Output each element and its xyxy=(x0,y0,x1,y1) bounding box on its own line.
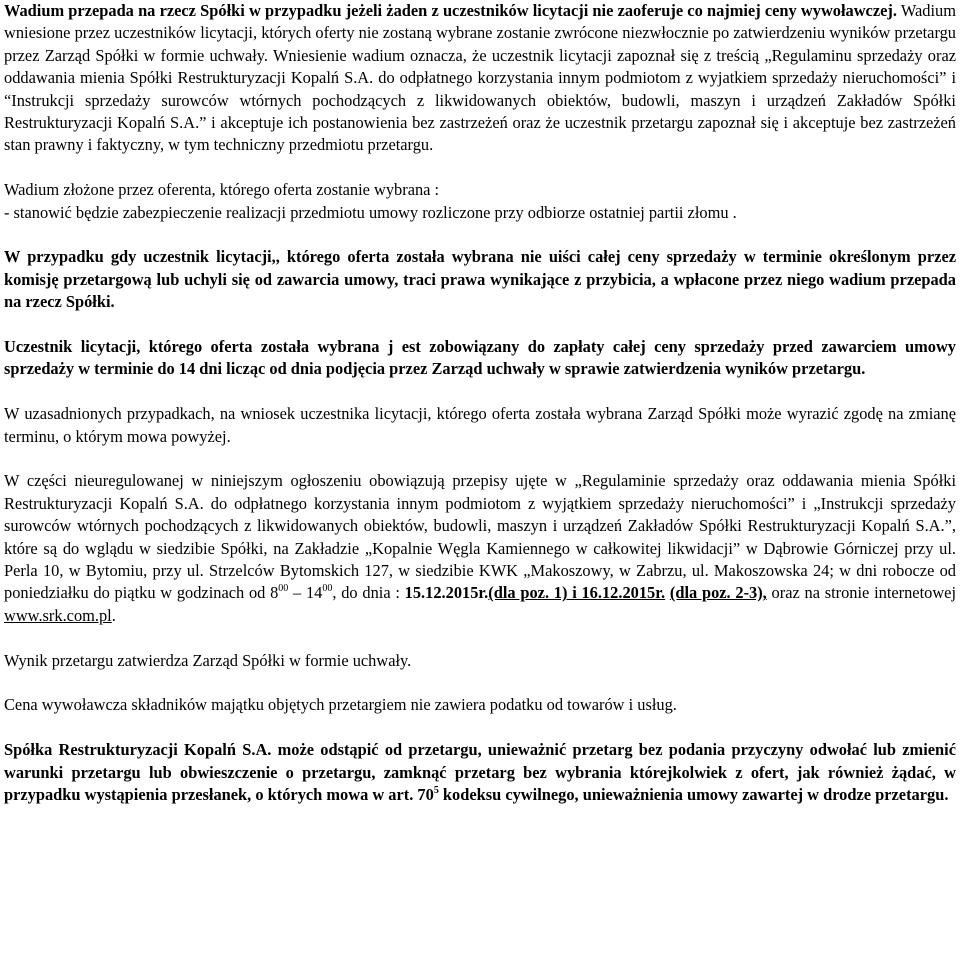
wadium-forfeit-section xyxy=(4,0,956,157)
spacer xyxy=(4,157,956,179)
wadium-return-paragraph: Wadium wniesione przez uczestników licytacji, których oferty nie zostaną wybrane zostanie zwrócone niezwłocznie po zatwierdzeniu wyników przetargu przez Zarząd Spółki w formie uchwały. Wniesienie wadium oznacza, że uczestnik licytacji zapoznał się z treścią „Regulaminu sprzedaży oraz oddawania mienia Spółki Restrukturyzacji Kopalń S.A. do odpłatnego korzystania innym podmiotom z wyjatkiem sprzedaży nieruchomości” i “Instrukcji sprzedaży surowców wtórnych pochodzących z likwidowanych obiektów, budowli, maszyn i urządzeń Zakładów Spółki Restrukturyzacji Kopalń S.A.” i akceptuje ich postanowienia bez zastrzeżeń oraz że uczestnik przetargu zapoznał się i akceptuje bez zastrzeżeń stan prawny i faktyczny, w tym techniczny przedmiotu przetargu. xyxy=(4,1,956,155)
deadline-change-paragraph: W uzasadnionych przypadkach, na wniosek uczestnika licytacji, którego oferta została wybrana Zarząd Spółki może wyrazić zgodę na zmianę terminu, o którym mowa powyżej. xyxy=(4,404,956,446)
hours-end-sup: 00 xyxy=(322,583,333,595)
wadium-forfeit-notice: Wadium przepada na rzecz Spółki w przypadku jeżeli żaden z uczestników licytacji nie zaoferuje co najmiej ceny wywoławczej. xyxy=(4,1,897,20)
wadium-selected-intro: Wadium złożone przez oferenta, którego oferta zostanie wybrana : xyxy=(4,180,440,200)
regulations-paragraph xyxy=(4,470,956,627)
company-rights-paragraph xyxy=(4,739,956,806)
hours-dash: – 14 xyxy=(288,583,323,603)
deadline-date-2-positions: (dla poz. 2-3), xyxy=(669,583,767,603)
website-label: oraz na stronie internetowej xyxy=(766,583,956,603)
spacer xyxy=(4,314,956,336)
company-rights-end: kodeksu cywilnego, unieważnienia umowy zawartej w drodze przetargu. xyxy=(442,785,949,805)
company-rights-text: Spółka Restrukturyzacji Kopalń S.A. może odstąpić od przetargu, unieważnić przetarg bez podania przyczyny odwołać lub zmienić warunki przetargu lub obwieszczenie o przetargu, zamknąć przetarg bez wybrania którejkolwiek z ofert, jak również żądać, w przypadku wystąpienia przesłanek, o których mowa w art. 70 xyxy=(4,740,956,805)
website-link[interactable]: www.srk.com.pl xyxy=(4,605,112,625)
deadline-label: , do dnia : xyxy=(332,583,405,603)
result-approval-paragraph: Wynik przetargu zatwierdza Zarząd Spółki w formie uchwały. xyxy=(4,650,412,670)
spacer xyxy=(4,672,956,694)
regulations-text: W części nieuregulowanej w niniejszym ogłoszeniu obowiązują przepisy ujęte w „Regulaminie sprzedaży oraz oddawania mienia Spółki Restrukturyzacji Kopalń S.A. do odpłatnego korzystania innym podmiotom z wyjątkiem sprzedaży nieruchomości” i „Instrukcji sprzedaży surowców wtórnych pochodzących z likwidowanych obiektów, budowli, maszyn i urządzeń Zakładów Spółki Restrukturyzacji Kopalń S.A.”, które są do wglądu w siedzibie Spółki, na Zakładzie „Kopalnie Węgla Kamiennego w całkowitej likwidacji” w Dąbrowie Górniczej przy ul. Perla 10, w Bytomiu, przy ul. Strzelców Bytomskich 127, w siedzibie KWK „Makoszowy, w Zabrzu, ul. Makoszowska 24; w dni robocze od poniedziałku do piątku w godzinach od 8 xyxy=(4,471,956,603)
spacer xyxy=(4,224,956,246)
payment-obligation-paragraph: Uczestnik licytacji, którego oferta została wybrana j est zobowiązany do zapłaty całej ceny sprzedaży przed zawarciem umowy sprzedaży w terminie do 14 dni licząc od dnia podjęcia przez Zarząd uchwały w sprawie zatwierdzenia wyników przetargu. xyxy=(4,337,956,379)
hours-start-sup: 00 xyxy=(278,583,289,595)
wadium-selected-item: - stanowić będzie zabezpieczenie realizacji przedmiotu umowy rozliczone przy odbiorze ostatniej partii złomu . xyxy=(4,202,737,222)
article-sup: 5 xyxy=(433,785,439,797)
spacer xyxy=(4,627,956,649)
vat-notice-paragraph: Cena wywoławcza składników majątku objętych przetargiem nie zawiera podatku od towarów i usług. xyxy=(4,695,677,715)
period: . xyxy=(111,605,116,625)
spacer xyxy=(4,717,956,739)
payment-failure-paragraph: W przypadku gdy uczestnik licytacji,, którego oferta została wybrana nie uiści całej ceny sprzedaży w terminie określonym przez komisję przetargową lub uchyli się od zawarcia umowy, traci prawa wynikające z przybicia, a wpłacone przez niego wadium przepada na rzecz Spółki. xyxy=(4,247,956,312)
deadline-date-1: 15.12.2015r. xyxy=(404,583,489,603)
spacer xyxy=(4,448,956,470)
spacer xyxy=(4,381,956,403)
deadline-date-1-positions: (dla poz. 1) i 16.12.2015r. xyxy=(488,583,666,603)
